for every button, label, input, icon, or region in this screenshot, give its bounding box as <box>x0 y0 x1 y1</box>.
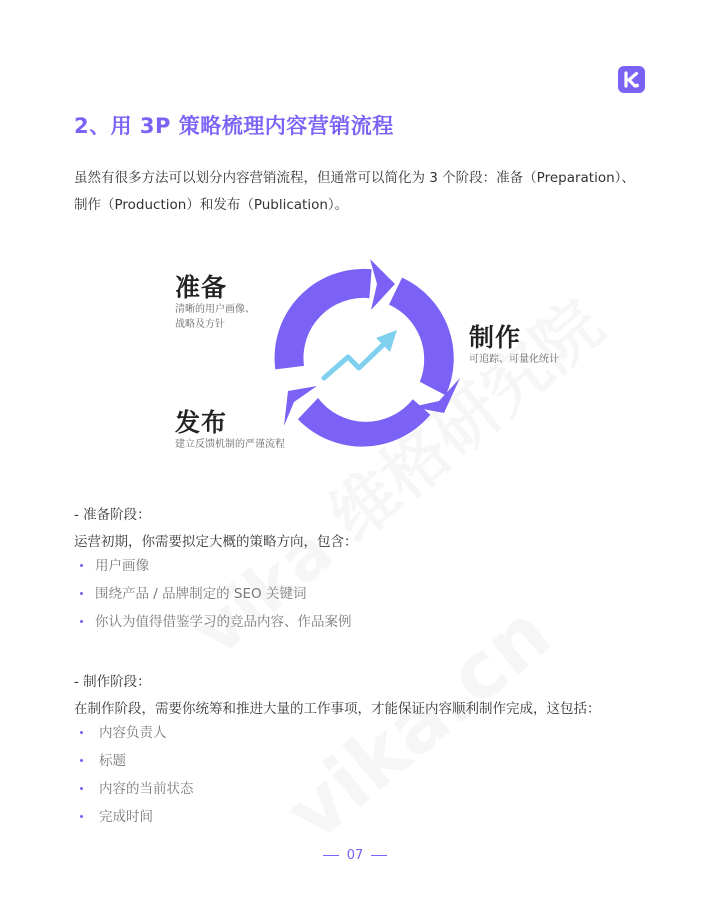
trend-up-arrow-icon <box>324 330 397 378</box>
bullet-icon <box>80 759 83 762</box>
stage-desc-prod: 可追踪、可量化统计 <box>469 354 559 365</box>
stage-desc-prep-2: 战略及方针 <box>175 319 225 330</box>
footer-dash-left <box>323 855 339 856</box>
stage-desc-pub: 建立反馈机制的严谨流程 <box>175 439 285 450</box>
vika-logo-icon <box>618 66 645 93</box>
bullet-icon <box>80 564 83 567</box>
3p-cycle-diagram <box>0 250 710 470</box>
bullet-icon <box>80 592 83 595</box>
section-title: 2、用 3P 策略梳理内容营销流程 <box>74 114 394 138</box>
page-footer <box>0 848 710 863</box>
stage-title-prep: 准备 <box>175 273 228 302</box>
bullet-icon <box>80 787 83 790</box>
prod-phase-lead: 在制作阶段，需要你统筹和推进大量的工作事项，才能保证内容顺利制作完成，这包括： <box>74 701 601 717</box>
page-number: 07 <box>346 848 364 863</box>
cycle-arrows-icon <box>264 258 464 458</box>
bullet-icon <box>80 815 83 818</box>
stage-title-pub: 发布 <box>175 408 228 437</box>
intro-paragraph: 虽然有很多方法可以划分内容营销流程，但通常可以简化为 3 个阶段：准备（Preparation）、制作（Production）和发布（Publication）。 <box>74 170 635 213</box>
bullet-icon <box>80 731 83 734</box>
prod-phase-label: - 制作阶段： <box>74 674 151 690</box>
footer-dash-right <box>371 855 387 856</box>
stage-desc-prep-1: 清晰的用户画像、 <box>175 304 255 315</box>
prep-phase-lead: 运营初期，你需要拟定大概的策略方向，包含： <box>74 534 358 550</box>
prep-phase-label: - 准备阶段： <box>74 507 151 523</box>
bullet-icon <box>80 620 83 623</box>
stage-title-prod: 制作 <box>469 323 522 352</box>
